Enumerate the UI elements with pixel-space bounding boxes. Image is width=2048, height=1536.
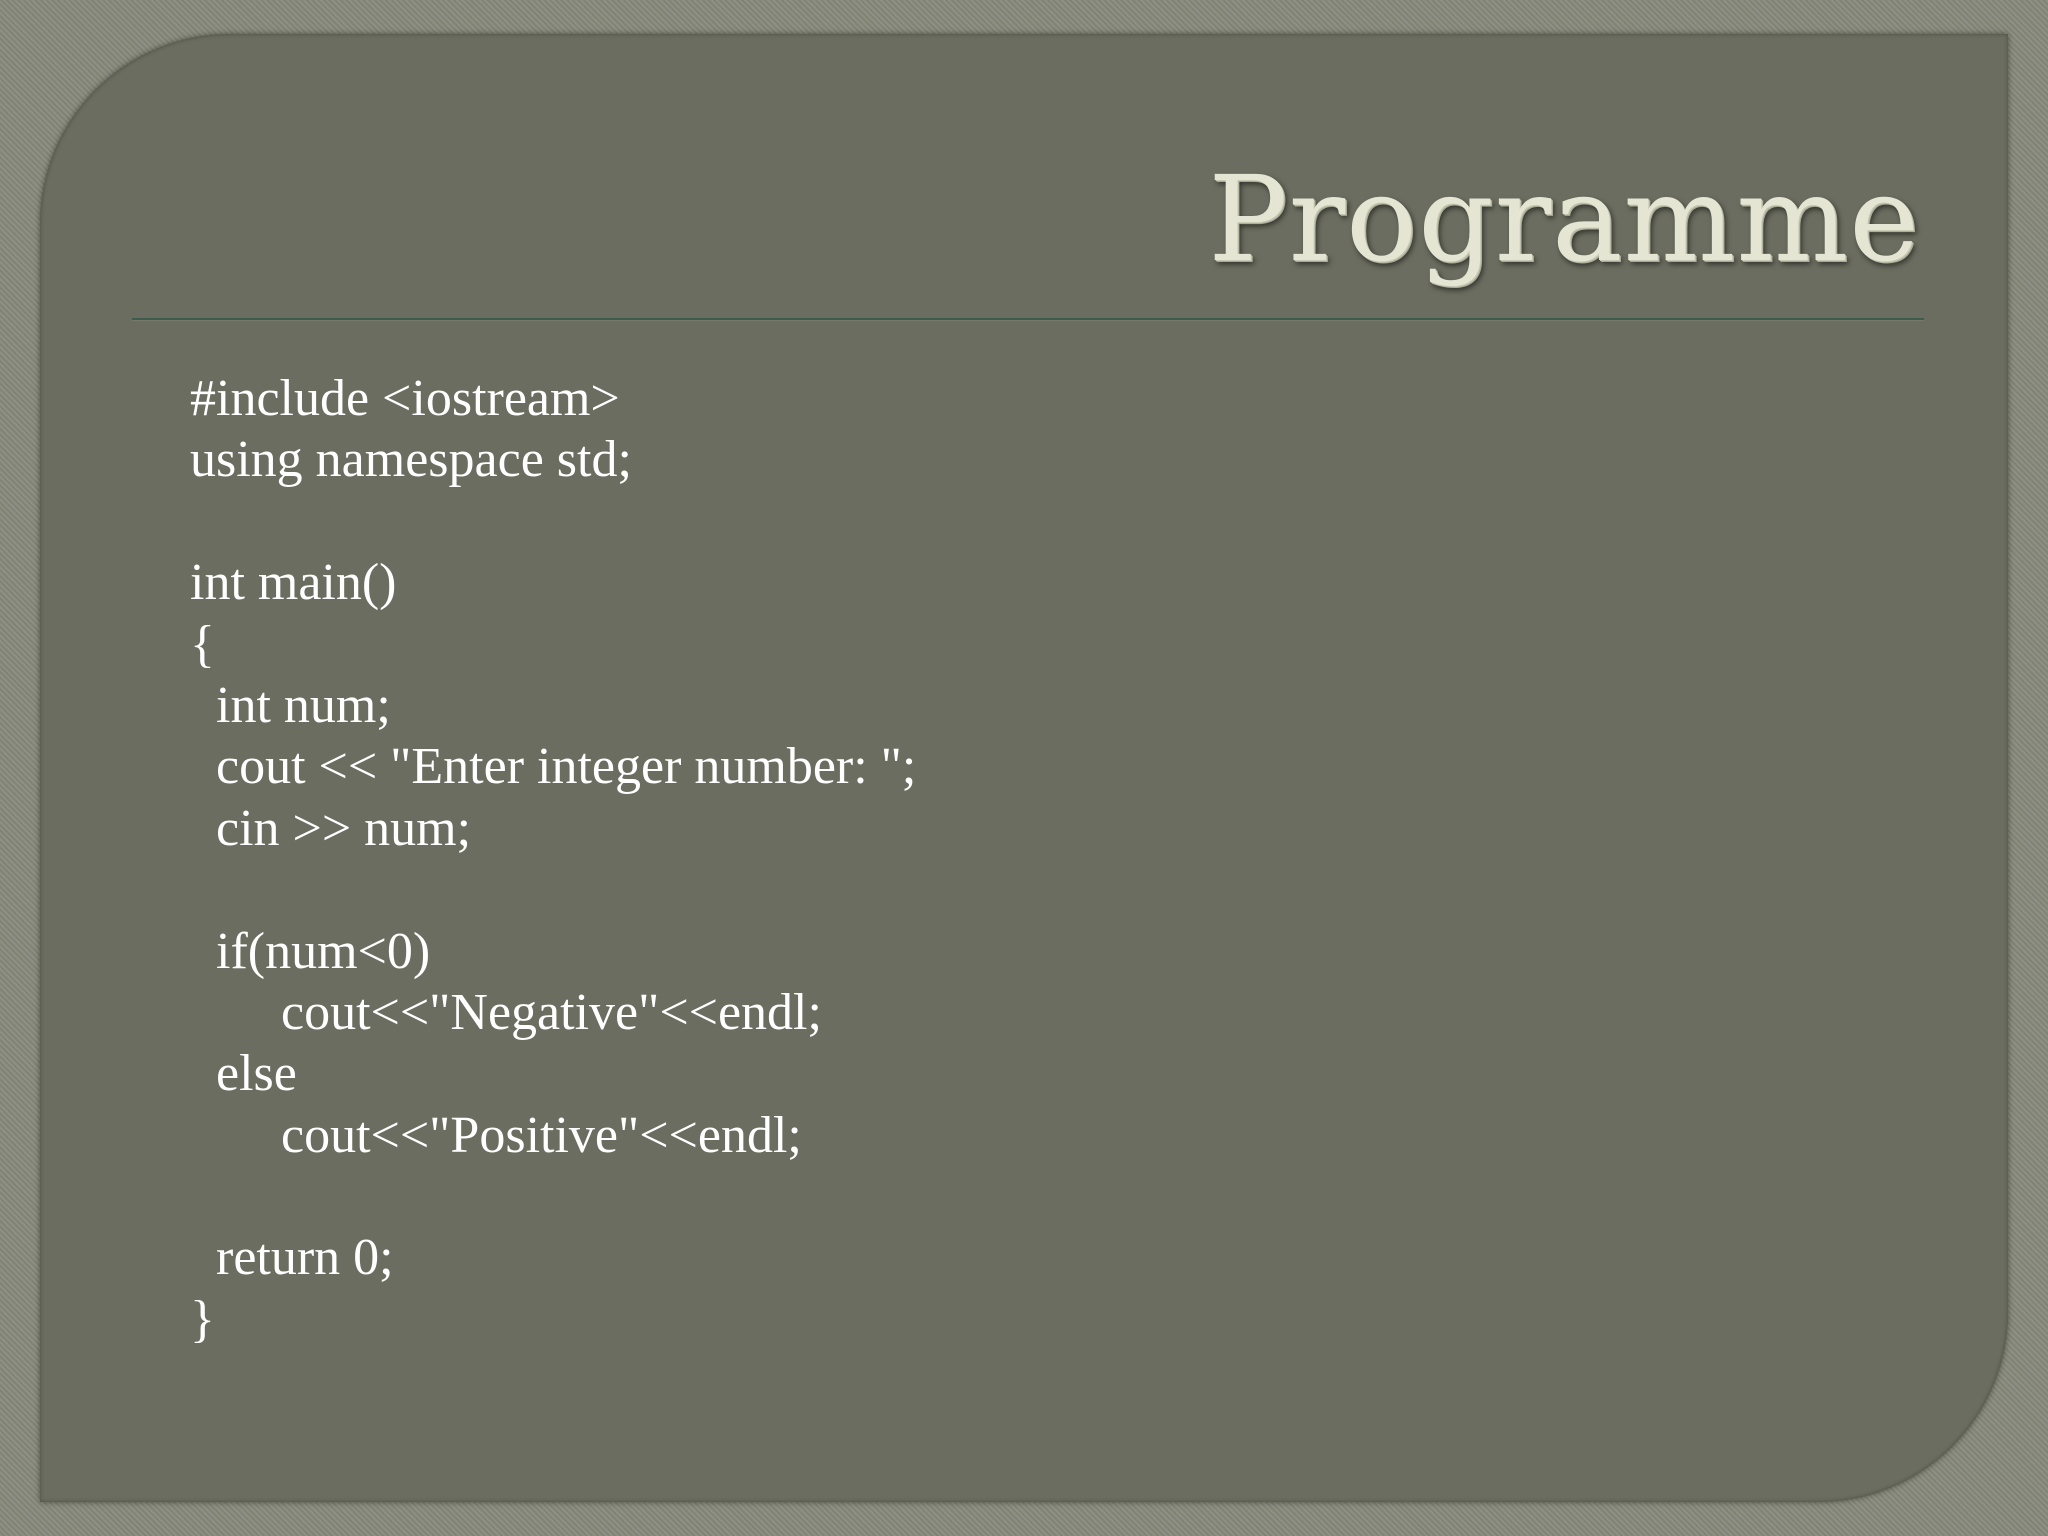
code-line: {	[190, 615, 215, 673]
code-line: using namespace std;	[190, 431, 632, 489]
code-line: if(num<0)	[190, 922, 431, 980]
code-block	[190, 368, 1690, 1350]
code-line: }	[190, 1290, 215, 1348]
code-line: else	[190, 1045, 297, 1103]
slide-title: Programme	[1208, 150, 1920, 288]
code-line	[190, 859, 1690, 920]
code-line: int main()	[190, 554, 397, 612]
code-line	[190, 1166, 1690, 1227]
code-line	[190, 491, 1690, 552]
code-line: cin >> num;	[190, 799, 472, 857]
code-line: #include <iostream>	[190, 370, 620, 427]
code-line: return 0;	[190, 1229, 394, 1287]
code-line: int num;	[190, 676, 391, 734]
code-line: cout<<"Negative"<<endl;	[190, 983, 822, 1041]
code-line: cout << "Enter integer number: ";	[190, 738, 917, 796]
title-divider	[132, 318, 1924, 321]
code-line: cout<<"Positive"<<endl;	[190, 1106, 802, 1164]
